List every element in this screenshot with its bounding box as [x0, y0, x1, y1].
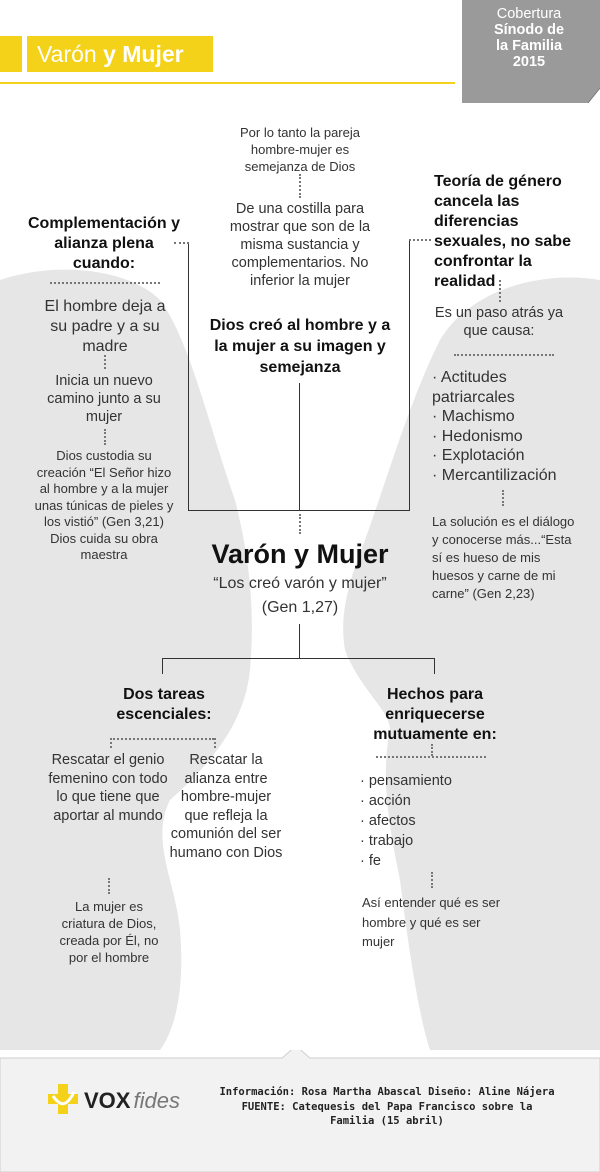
left-item-1: El hombre deja a su padre y a su madre — [44, 298, 166, 355]
center-connector-1 — [299, 174, 301, 198]
mutual-item: · fe — [360, 853, 381, 869]
lower-left-leg — [162, 658, 163, 674]
tasks-note-connector — [108, 878, 110, 894]
lower-right-leg — [434, 658, 435, 674]
right-bullet-item: · Mercantilización — [432, 466, 557, 484]
task-2: Rescatar la alianza entre hombre-mujer que refleja la comunión del ser humano con Dios — [169, 752, 283, 861]
left-connector-2 — [104, 429, 106, 445]
left-heading-underline — [50, 282, 160, 284]
center-line — [299, 383, 300, 510]
right-subtitle-underline — [454, 354, 554, 356]
right-bracket-vertical — [409, 240, 410, 510]
badge-line-4: 2015 — [512, 54, 546, 70]
tasks-left-leg — [110, 738, 112, 748]
footer-credits: Información: Rosa Martha Abascal Diseño: Aline Nájera — [219, 1086, 555, 1098]
main-title: Varón y Mujer — [211, 539, 389, 569]
mutual-conclusion: Así entender qué es ser hombre y qué es ser mujer — [362, 895, 501, 949]
task-1: Rescatar el genio femenino con todo lo que tiene que aportar al mundo — [48, 752, 168, 824]
main-title-connector — [299, 514, 301, 534]
center-bold-text: Dios creó al hombre y a la mujer a su imagen y semejanza — [209, 317, 391, 376]
right-solution: La solución es el diálogo y conocerse más...“Esta sí es hueso de mis huesos y carne de mi carne” (Gen 2,23) — [432, 514, 575, 601]
right-bullet-item: · Machismo — [432, 408, 515, 425]
coverage-badge-text — [462, 6, 596, 70]
badge-line-3: la Familia — [495, 38, 563, 54]
footer-source: FUENTE: Catequesis del Papa Francisco sobre la Familia (15 abril) — [241, 1101, 533, 1127]
right-connector-1 — [499, 280, 501, 302]
voxfides-logo-icon — [44, 1080, 80, 1116]
tasks-right-leg — [214, 738, 216, 748]
left-item-2: Inicia un nuevo camino junto a su mujer — [47, 373, 161, 425]
mutual-conclusion-connector — [431, 872, 433, 888]
header-accent-bar — [0, 36, 22, 72]
right-bullet-item: · Explotación — [432, 447, 525, 464]
mutual-list — [360, 771, 500, 871]
lower-bracket-top — [162, 658, 434, 659]
left-heading: Complementación y alianza plena cuando: — [27, 215, 181, 272]
center-mid-text: De una costilla para mostrar que son de la misma sustancia y complementarios. No inferior la mujer — [229, 201, 371, 289]
mutual-item: · afectos — [360, 813, 416, 829]
logo-fides: fides — [133, 1088, 180, 1113]
bracket-bottom — [188, 510, 410, 511]
main-quote: “Los creó varón y mujer” — [213, 575, 387, 592]
right-subtitle: Es un paso atrás ya que causa: — [434, 305, 564, 339]
mutual-connector — [431, 744, 433, 756]
lower-center-line — [299, 624, 300, 658]
right-bullet-item: · Actitudes patriarcales — [432, 369, 515, 406]
tasks-note: La mujer es criatura de Dios, creada por Él, no por el hombre — [59, 899, 159, 965]
logo-vox: VOX — [84, 1088, 131, 1113]
header-title-box — [27, 36, 213, 72]
mutual-item: · pensamiento — [360, 773, 452, 789]
mutual-heading: Hechos para enriquecerse mutuamente en: — [373, 686, 497, 743]
header-title-light: Varón — [37, 41, 97, 67]
left-connector-1 — [104, 355, 106, 369]
tasks-heading: Dos tareas escenciales: — [116, 686, 212, 723]
header-title-bold: y Mujer — [103, 41, 184, 67]
center-top-text: Por lo tanto la pareja hombre-mujer es semejanza de Dios — [240, 125, 360, 174]
voxfides-logo-text — [84, 1088, 180, 1114]
right-bullet-item: · Hedonismo — [432, 427, 523, 445]
badge-line-2: Sínodo de — [493, 22, 565, 38]
mutual-underline — [376, 756, 486, 758]
left-item-3: Dios custodia su creación “El Señor hizo al hombre y a la mujer unas túnicas de pieles y los vistió” (Gen 3,21) Dios cuida su obra maestra — [34, 448, 174, 562]
mutual-item: · trabajo — [360, 833, 414, 849]
header-divider-line — [0, 82, 455, 84]
main-reference: (Gen 1,27) — [261, 599, 339, 616]
right-bullet-list — [432, 368, 592, 485]
right-heading: Teoría de género cancela las diferencias sexuales, no sabe confrontar la realidad — [434, 173, 571, 290]
mutual-item: · acción — [360, 793, 411, 809]
left-bracket-vertical — [188, 243, 189, 510]
right-connector-2 — [502, 490, 504, 506]
tasks-underline — [110, 738, 214, 740]
badge-line-1: Cobertura — [496, 6, 562, 22]
right-connector — [409, 239, 431, 241]
